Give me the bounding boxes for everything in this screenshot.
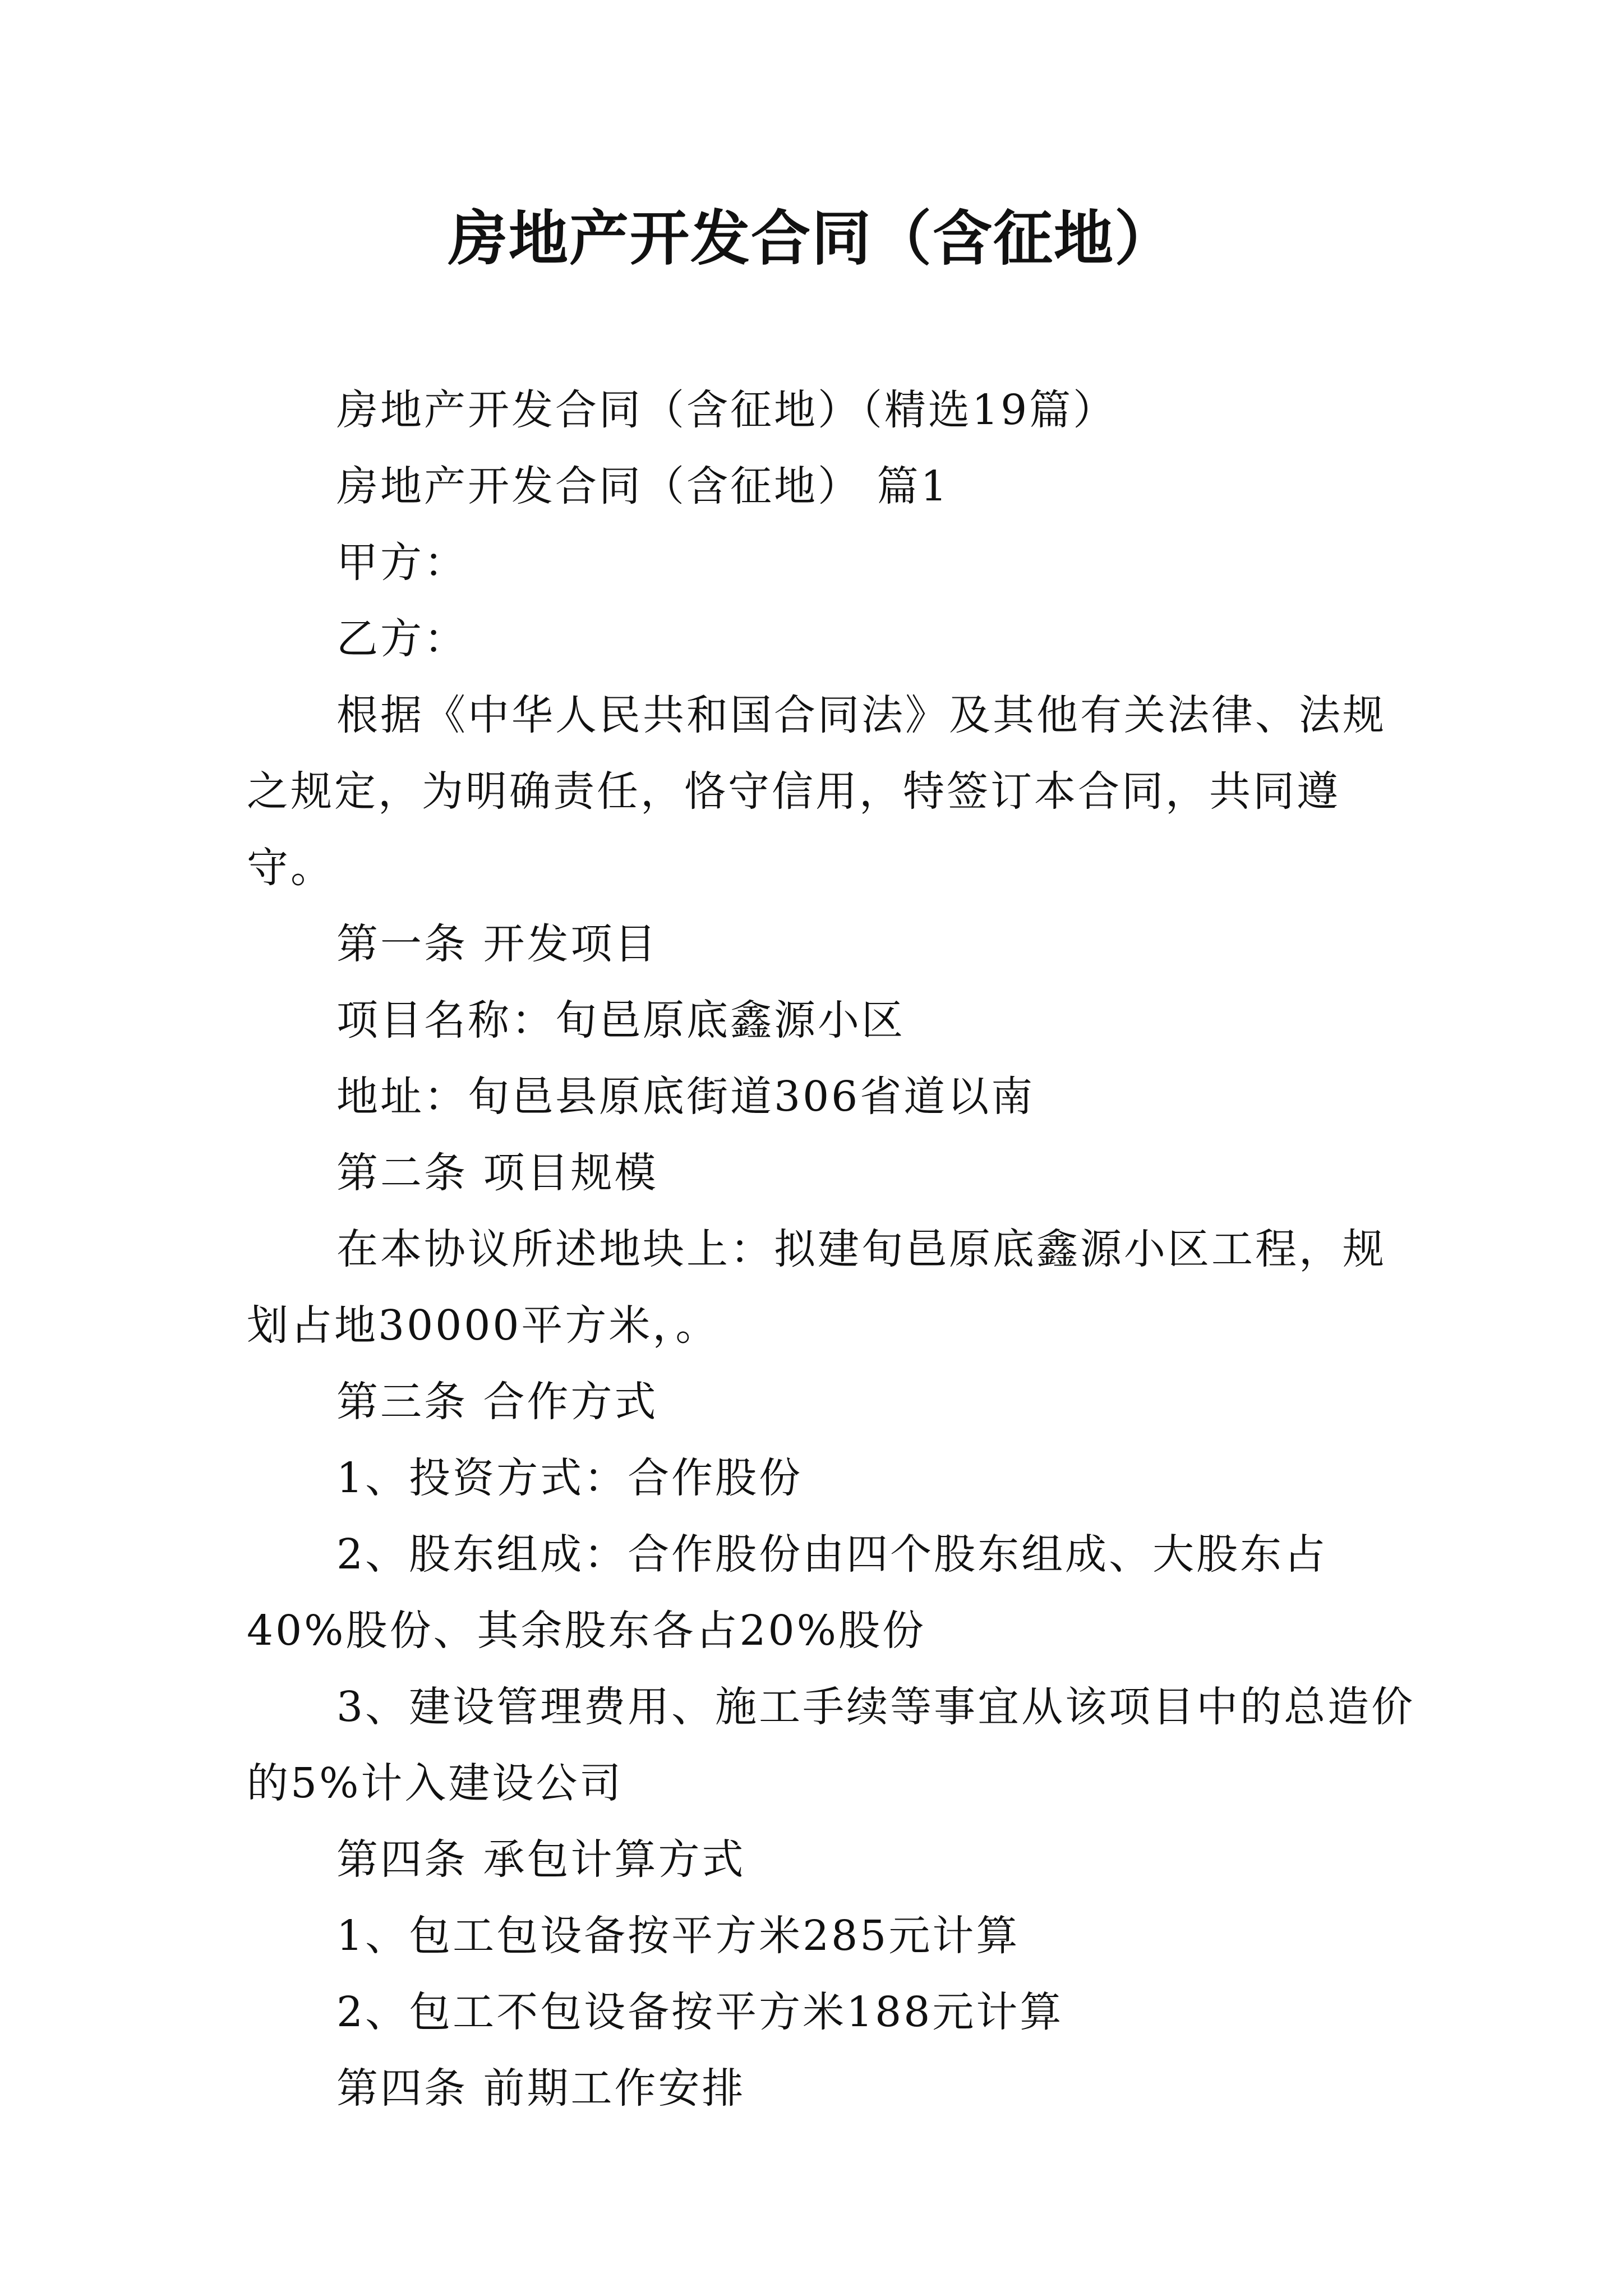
party-b-line: 乙方： xyxy=(336,615,468,663)
article-heading: 第四条 前期工作安排 xyxy=(336,2064,746,2113)
article-heading: 第四条 承包计算方式 xyxy=(336,1835,746,1884)
clause-paragraph: 3、建设管理费用、施工手续等事宜从该项目中的总造价的5%计入建设公司 xyxy=(247,1683,1415,1807)
clause-paragraph: 2、股东组成：合作股份由四个股东组成、大股东占40%股份、其余股东各占20%股份 xyxy=(247,1530,1328,1655)
article-heading: 第二条 项目规模 xyxy=(336,1149,658,1197)
article-heading: 第三条 合作方式 xyxy=(336,1378,658,1426)
subtitle-paragraph: 房地产开发合同（含征地）（精选19篇） xyxy=(336,386,1117,434)
clause-paragraph: 在本协议所述地块上：拟建旬邑原底鑫源小区工程，规划占地30000平方米，。 xyxy=(247,1225,1386,1350)
clause-paragraph: 1、包工包设备按平方米285元计算 xyxy=(336,1912,1020,1960)
clause-paragraph: 2、包工不包设备按平方米188元计算 xyxy=(336,1988,1064,2036)
document-title: 房地产开发合同（含征地） xyxy=(448,203,1175,273)
clause-paragraph: 项目名称：旬邑原底鑫源小区 xyxy=(336,996,905,1045)
document-body xyxy=(247,372,1419,2127)
section-heading: 房地产开发合同（含征地） 篇1 xyxy=(336,462,949,510)
preamble-paragraph: 根据《中华人民共和国合同法》及其他有关法律、法规之规定，为明确责任，恪守信用，特签订本合同，共同遵守。 xyxy=(247,691,1386,892)
article-heading: 第一条 开发项目 xyxy=(336,920,658,968)
clause-paragraph: 地址：旬邑县原底街道306省道以南 xyxy=(336,1073,1035,1121)
party-a-line: 甲方： xyxy=(336,539,468,587)
clause-paragraph: 1、投资方式：合作股份 xyxy=(336,1454,803,1502)
